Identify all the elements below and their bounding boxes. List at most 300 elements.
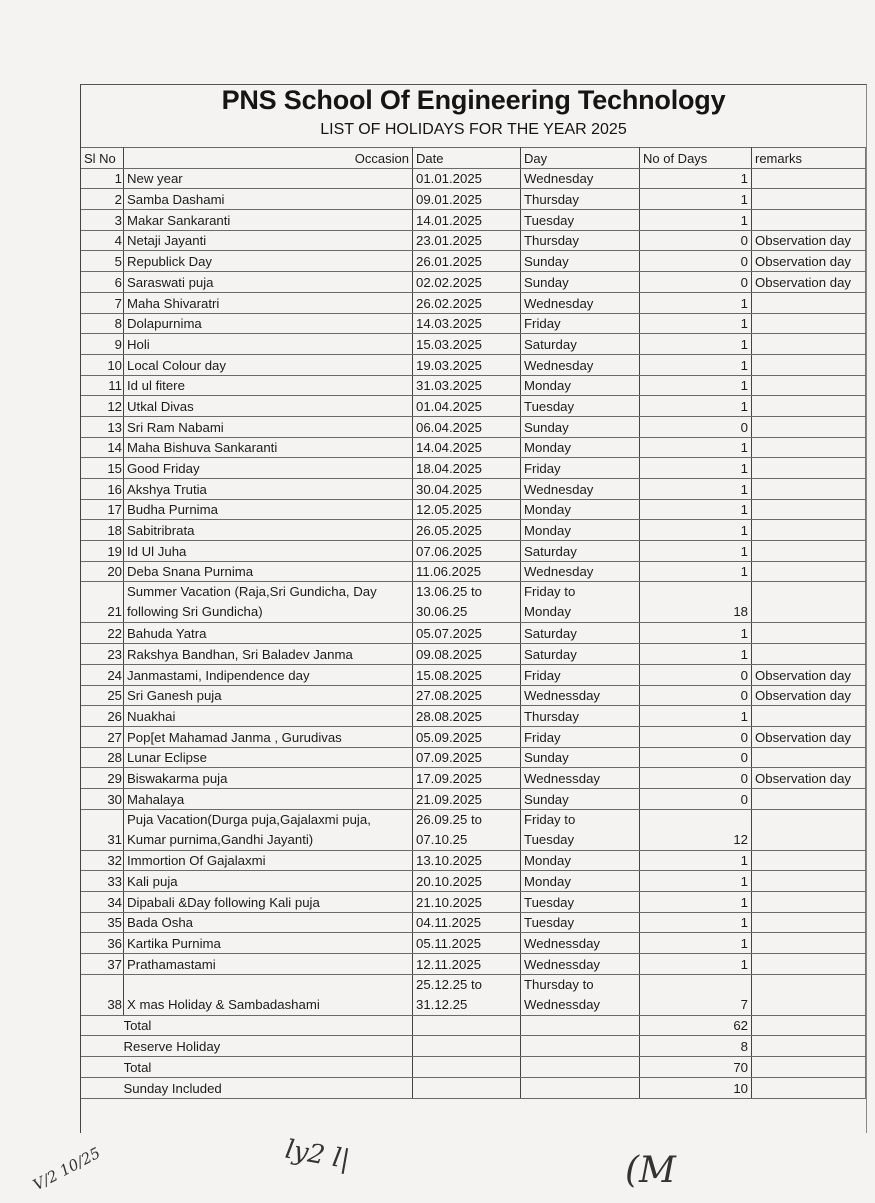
cell-day: [521, 685, 640, 706]
cell-text: Sri Ram Nabami: [127, 419, 224, 435]
cell-text: Wednessday: [524, 770, 600, 786]
cell-text: 26.01.2025: [416, 254, 483, 270]
cell-text: Immortion Of Gajalaxmi: [127, 853, 266, 869]
table-row: [81, 726, 866, 747]
cell-text: Wednesday: [524, 295, 594, 311]
cell-text: 1: [740, 440, 748, 456]
cell-text: Republick Day: [127, 254, 213, 270]
cell-sl-no: [81, 354, 124, 375]
cell-remarks: [752, 479, 866, 500]
cell-no-of-days: [640, 954, 752, 975]
cell-date: [413, 582, 521, 623]
cell-date: [413, 561, 521, 582]
table-row: [81, 479, 866, 500]
table-row: [81, 458, 866, 479]
cell-text: Friday: [524, 461, 561, 476]
cell-text: 1: [740, 212, 748, 228]
cell-text: Observation day: [755, 729, 852, 745]
cell-text: 1: [740, 915, 748, 931]
cell-text: 1: [740, 956, 748, 972]
cell-day: [521, 251, 640, 272]
cell-remarks: [752, 458, 866, 479]
cell-sl-no: [81, 954, 124, 975]
cell-remarks: [752, 974, 866, 1015]
cell-day: [521, 499, 640, 520]
cell-sl-no: [81, 933, 124, 954]
cell-day: [521, 912, 640, 933]
cell-date: [413, 747, 521, 768]
cell-day: [521, 871, 640, 892]
cell-text: Total: [123, 1018, 152, 1034]
cell-text: Sunday Included: [123, 1080, 222, 1096]
cell-date: [413, 334, 521, 355]
cell-text: 26.05.2025: [416, 523, 483, 539]
table-row: [81, 189, 866, 210]
cell-date: [413, 892, 521, 913]
cell-occasion: [124, 954, 413, 975]
cell-occasion: [124, 499, 413, 520]
cell-text: 31: [107, 831, 122, 847]
cell-empty: [521, 1036, 640, 1057]
cell-remarks: [752, 561, 866, 582]
cell-no-of-days: [640, 561, 752, 582]
cell-no-of-days: [640, 788, 752, 809]
cell-occasion: [124, 375, 413, 396]
cell-day: [521, 933, 640, 954]
cell-day: [521, 809, 640, 850]
table-row: [81, 747, 866, 768]
cell-date: [413, 809, 521, 850]
table-row: [81, 168, 866, 189]
table-row: [81, 561, 866, 582]
cell-text: Good Friday: [127, 461, 200, 476]
cell-date: [413, 685, 521, 706]
cell-occasion: [124, 644, 413, 665]
col-day: Day: [521, 148, 640, 169]
table-row: [81, 334, 866, 355]
cell-date: [413, 416, 521, 437]
cell-text: 13: [107, 419, 122, 435]
school-title: PNS School Of Engineering Technology: [221, 85, 726, 115]
cell-day: [521, 292, 640, 313]
cell-text: Observation day: [755, 274, 852, 290]
cell-date: [413, 189, 521, 210]
cell-text: 14.04.2025: [416, 440, 483, 456]
cell-no-of-days: [640, 313, 752, 334]
cell-sl-no: [81, 272, 124, 293]
cell-text: 20: [107, 564, 122, 580]
cell-text: 29: [107, 770, 122, 786]
cell-occasion: [124, 850, 413, 871]
cell-text: Bada Osha: [127, 915, 193, 931]
cell-text: 07.09.2025: [416, 750, 483, 766]
summary-value: [640, 1077, 752, 1098]
cell-text: Saturday: [524, 646, 577, 662]
cell-sl-no: [81, 334, 124, 355]
cell-text: 07.10.25: [416, 831, 468, 847]
cell-text: 10: [733, 1080, 748, 1096]
cell-no-of-days: [640, 479, 752, 500]
cell-occasion: [124, 437, 413, 458]
cell-text: 6: [114, 274, 122, 290]
cell-sl-no: [81, 850, 124, 871]
summary-row: [81, 1015, 866, 1036]
cell-remarks: [752, 685, 866, 706]
cell-day: [521, 768, 640, 789]
cell-day: [521, 375, 640, 396]
table-row: [81, 974, 866, 1015]
cell-text: 12: [107, 398, 122, 414]
cell-text: Friday to: [524, 584, 576, 600]
cell-text: Saturday: [524, 626, 577, 642]
table-row: [81, 706, 866, 727]
cell-text: 13.10.2025: [416, 853, 483, 869]
cell-text: 13.06.25 to: [416, 584, 482, 600]
cell-no-of-days: [640, 499, 752, 520]
summary-value: [640, 1015, 752, 1036]
cell-text: Maha Bishuva Sankaranti: [127, 440, 278, 456]
cell-sl-no: [81, 396, 124, 417]
cell-empty: [413, 1077, 521, 1098]
cell-text: 09.01.2025: [416, 192, 483, 208]
cell-date: [413, 375, 521, 396]
cell-text: 12.11.2025: [416, 956, 482, 972]
cell-occasion: [124, 912, 413, 933]
cell-remarks: [752, 954, 866, 975]
cell-text: Observation day: [755, 254, 852, 270]
cell-text: 17.09.2025: [416, 770, 483, 786]
table-row: [81, 437, 866, 458]
cell-text: Prathamastami: [127, 956, 216, 972]
cell-text: Puja Vacation(Durga puja,Gajalaxmi puja,: [127, 811, 371, 827]
cell-text: Sunday: [524, 791, 569, 807]
cell-day: [521, 230, 640, 251]
cell-remarks: [752, 437, 866, 458]
summary-value: [640, 1036, 752, 1057]
cell-date: [413, 292, 521, 313]
summary-label: [124, 1036, 413, 1057]
cell-occasion: [124, 892, 413, 913]
cell-date: [413, 788, 521, 809]
cell-sl-no: [81, 706, 124, 727]
cell-remarks: [752, 809, 866, 850]
cell-remarks: [752, 168, 866, 189]
cell-text: 26: [107, 708, 122, 724]
cell-sl-no: [81, 499, 124, 520]
cell-text: Dipabali &Day following Kali puja: [127, 894, 320, 910]
cell-no-of-days: [640, 230, 752, 251]
cell-text: 8: [740, 1039, 748, 1055]
cell-text: 2: [114, 192, 122, 208]
cell-empty: [81, 1015, 124, 1036]
cell-occasion: [124, 230, 413, 251]
cell-text: 21: [107, 604, 122, 620]
table-row: [81, 871, 866, 892]
cell-text: 14: [107, 440, 122, 456]
cell-occasion: [124, 809, 413, 850]
table-row: [81, 644, 866, 665]
cell-text: Monday: [524, 874, 571, 889]
cell-text: Monday: [524, 604, 571, 620]
cell-text: 1: [740, 295, 748, 311]
cell-text: 10: [107, 357, 122, 373]
cell-no-of-days: [640, 685, 752, 706]
cell-empty: [521, 1057, 640, 1078]
cell-date: [413, 954, 521, 975]
cell-date: [413, 912, 521, 933]
cell-occasion: [124, 582, 413, 623]
handwritten-signature-3: (M: [625, 1150, 676, 1191]
cell-text: Tuesday: [524, 398, 575, 414]
cell-text: 05.09.2025: [416, 729, 483, 745]
cell-sl-no: [81, 375, 124, 396]
cell-sl-no: [81, 788, 124, 809]
cell-text: 14.03.2025: [416, 316, 483, 332]
cell-text: 1: [740, 646, 748, 662]
cell-text: Wednessday: [524, 688, 600, 704]
cell-sl-no: [81, 974, 124, 1015]
cell-text: Sunday: [524, 254, 569, 270]
cell-text: Wednesday: [524, 171, 594, 187]
cell-empty: [413, 1057, 521, 1078]
cell-text: 33: [107, 874, 122, 889]
cell-day: [521, 664, 640, 685]
table-row: [81, 685, 866, 706]
cell-no-of-days: [640, 541, 752, 562]
cell-text: 05.07.2025: [416, 626, 483, 642]
col-no-of-days: No of Days: [640, 148, 752, 169]
summary-label: [124, 1015, 413, 1036]
cell-occasion: [124, 189, 413, 210]
cell-sl-no: [81, 747, 124, 768]
cell-day: [521, 458, 640, 479]
cell-sl-no: [81, 871, 124, 892]
cell-empty: [413, 1036, 521, 1057]
cell-text: 1: [740, 936, 748, 952]
cell-text: 19: [107, 543, 122, 559]
cell-date: [413, 458, 521, 479]
cell-day: [521, 313, 640, 334]
cell-sl-no: [81, 582, 124, 623]
cell-day: [521, 541, 640, 562]
cell-date: [413, 210, 521, 231]
cell-occasion: [124, 747, 413, 768]
cell-no-of-days: [640, 396, 752, 417]
cell-text: 28: [107, 750, 122, 766]
cell-remarks: [752, 933, 866, 954]
cell-text: 62: [733, 1018, 748, 1034]
cell-occasion: [124, 313, 413, 334]
cell-occasion: [124, 871, 413, 892]
cell-text: 21.10.2025: [416, 894, 483, 910]
cell-text: 14.01.2025: [416, 212, 483, 228]
cell-no-of-days: [640, 189, 752, 210]
cell-text: Observation day: [755, 233, 852, 249]
cell-remarks: [752, 292, 866, 313]
cell-no-of-days: [640, 974, 752, 1015]
cell-text: 24: [107, 667, 122, 683]
table-row: [81, 272, 866, 293]
cell-day: [521, 272, 640, 293]
cell-no-of-days: [640, 850, 752, 871]
table-row: [81, 416, 866, 437]
cell-remarks: [752, 644, 866, 665]
cell-day: [521, 479, 640, 500]
cell-no-of-days: [640, 334, 752, 355]
cell-text: 0: [740, 419, 748, 435]
cell-empty: [521, 1015, 640, 1036]
cell-text: 23: [107, 646, 122, 662]
cell-remarks: [752, 726, 866, 747]
cell-sl-no: [81, 189, 124, 210]
cell-date: [413, 974, 521, 1015]
cell-no-of-days: [640, 375, 752, 396]
cell-no-of-days: [640, 623, 752, 644]
cell-text: Monday: [524, 502, 571, 518]
cell-text: 4: [114, 233, 122, 249]
cell-text: Samba Dashami: [127, 192, 225, 208]
cell-text: 30.04.2025: [416, 481, 483, 497]
table-header-row: [81, 148, 866, 169]
cell-text: 70: [733, 1059, 748, 1075]
cell-day: [521, 396, 640, 417]
cell-sl-no: [81, 520, 124, 541]
cell-day: [521, 416, 640, 437]
cell-sl-no: [81, 685, 124, 706]
cell-text: 1: [740, 336, 748, 352]
cell-text: Observation day: [755, 770, 852, 786]
cell-text: 38: [107, 996, 122, 1012]
cell-date: [413, 933, 521, 954]
cell-date: [413, 499, 521, 520]
cell-date: [413, 871, 521, 892]
cell-sl-no: [81, 561, 124, 582]
cell-day: [521, 168, 640, 189]
cell-text: 37: [107, 956, 122, 972]
cell-remarks: [752, 582, 866, 623]
cell-empty: [752, 1057, 866, 1078]
cell-text: 20.10.2025: [416, 874, 483, 889]
cell-occasion: [124, 272, 413, 293]
cell-text: Sunday: [524, 274, 569, 290]
cell-remarks: [752, 541, 866, 562]
cell-no-of-days: [640, 458, 752, 479]
cell-text: Akshya Trutia: [127, 481, 207, 497]
cell-no-of-days: [640, 168, 752, 189]
cell-text: Wednesday: [524, 357, 594, 373]
cell-remarks: [752, 664, 866, 685]
cell-text: 01.01.2025: [416, 171, 483, 187]
cell-no-of-days: [640, 768, 752, 789]
cell-no-of-days: [640, 251, 752, 272]
cell-day: [521, 706, 640, 727]
cell-remarks: [752, 396, 866, 417]
table-row: [81, 375, 866, 396]
cell-text: 30.06.25: [416, 604, 468, 620]
cell-sl-no: [81, 437, 124, 458]
cell-text: Saraswati puja: [127, 274, 214, 290]
cell-occasion: [124, 541, 413, 562]
cell-date: [413, 354, 521, 375]
cell-text: 1: [740, 523, 748, 539]
cell-empty: [752, 1036, 866, 1057]
table-row: [81, 933, 866, 954]
cell-text: 1: [740, 171, 748, 187]
cell-text: Local Colour day: [127, 357, 226, 373]
cell-occasion: [124, 933, 413, 954]
cell-text: 1: [740, 626, 748, 642]
cell-occasion: [124, 623, 413, 644]
cell-text: Kartika Purnima: [127, 936, 221, 952]
cell-text: Holi: [127, 336, 150, 352]
cell-text: Wednesday: [524, 564, 594, 580]
cell-day: [521, 954, 640, 975]
cell-text: Wednessday: [524, 956, 600, 972]
cell-sl-no: [81, 230, 124, 251]
cell-remarks: [752, 375, 866, 396]
cell-text: Lunar Eclipse: [127, 750, 207, 766]
col-date: Date: [413, 148, 521, 169]
cell-text: 0: [740, 274, 748, 290]
cell-text: Friday: [524, 316, 561, 332]
cell-no-of-days: [640, 912, 752, 933]
cell-date: [413, 272, 521, 293]
list-subtitle: LIST OF HOLIDAYS FOR THE YEAR 2025: [320, 121, 627, 138]
cell-text: 7: [740, 996, 748, 1012]
cell-text: 1: [740, 874, 748, 889]
cell-text: Thursday: [524, 192, 579, 208]
cell-text: Tuesday: [524, 831, 575, 847]
cell-no-of-days: [640, 272, 752, 293]
cell-text: Tuesday: [524, 894, 575, 910]
cell-date: [413, 437, 521, 458]
cell-no-of-days: [640, 892, 752, 913]
cell-text: Pop[et Mahamad Janma , Gurudivas: [127, 729, 342, 745]
cell-text: Dolapurnima: [127, 316, 202, 332]
cell-text: 25: [107, 688, 122, 704]
cell-no-of-days: [640, 292, 752, 313]
table-row: [81, 520, 866, 541]
cell-text: Tuesday: [524, 212, 575, 228]
cell-sl-no: [81, 458, 124, 479]
cell-day: [521, 189, 640, 210]
cell-sl-no: [81, 726, 124, 747]
cell-text: Sri Ganesh puja: [127, 688, 222, 704]
cell-text: 15: [107, 461, 122, 476]
cell-text: 21.09.2025: [416, 791, 483, 807]
cell-day: [521, 582, 640, 623]
cell-text: 1: [740, 853, 748, 869]
cell-sl-no: [81, 168, 124, 189]
cell-no-of-days: [640, 871, 752, 892]
cell-no-of-days: [640, 809, 752, 850]
cell-no-of-days: [640, 354, 752, 375]
cell-text: 35: [107, 915, 122, 931]
cell-text: following Sri Gundicha): [127, 604, 263, 620]
table-row: [81, 292, 866, 313]
cell-date: [413, 541, 521, 562]
cell-text: 1: [740, 378, 748, 394]
cell-text: 34: [107, 894, 122, 910]
cell-occasion: [124, 354, 413, 375]
cell-occasion: [124, 292, 413, 313]
cell-text: 1: [740, 894, 748, 910]
cell-sl-no: [81, 809, 124, 850]
cell-text: 0: [740, 729, 748, 745]
cell-date: [413, 230, 521, 251]
cell-text: Nuakhai: [127, 708, 176, 724]
cell-sl-no: [81, 768, 124, 789]
